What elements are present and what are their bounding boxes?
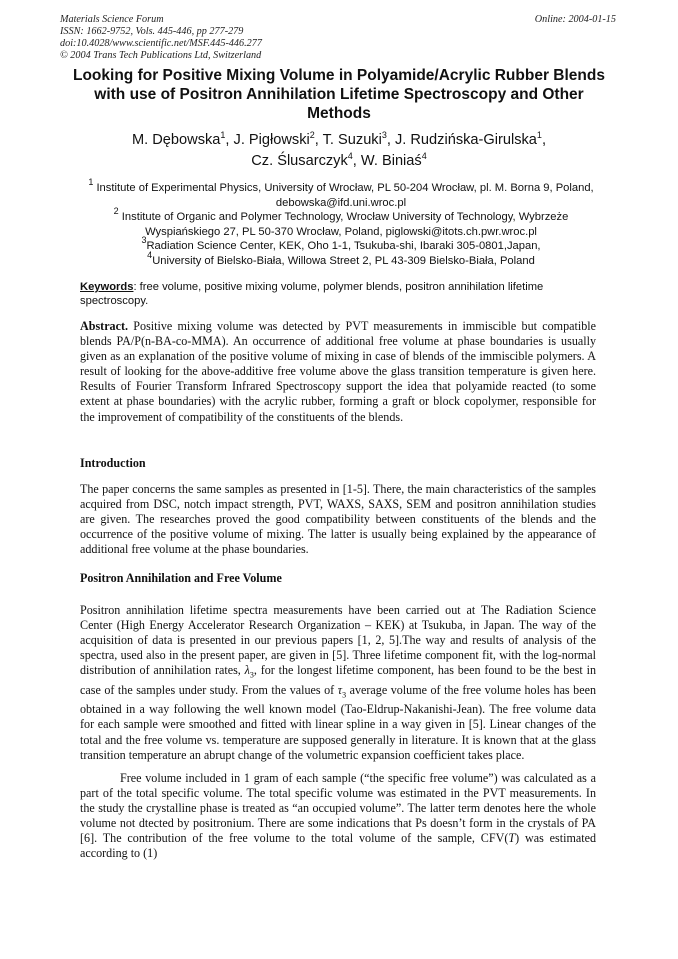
doi-line: doi:10.4028/www.scientific.net/MSF.445-446.277 bbox=[60, 38, 262, 49]
author-name: J. Pigłowski bbox=[233, 132, 310, 148]
author-list: M. Dębowska$^1$, J. Pigłowski$^2$, T. Suzuki$^3$, J. Rudzińska-Girulska$^1$, Cz. Ślusarczyk$^4$, W. Biniaś$^4$ bbox=[132, 130, 546, 169]
keywords bbox=[80, 280, 602, 308]
author-name: T. Suzuki bbox=[322, 132, 382, 148]
lambda-subscript: 3 bbox=[249, 670, 254, 680]
author-name: W. Biniaś bbox=[360, 153, 422, 169]
author-affil-mark: 1 bbox=[220, 130, 226, 140]
temperature-symbol: T bbox=[508, 831, 516, 846]
affiliation bbox=[76, 235, 606, 254]
issn-line: ISSN: 1662-9752, Vols. 445-446, pp 277-279 bbox=[60, 26, 244, 37]
author-name: M. Dębowska bbox=[132, 132, 221, 148]
para-text: , for the longest lifetime component, has been found to be the best in case of the samples under study. From the values of bbox=[80, 663, 596, 697]
tau-subscript: 3 bbox=[342, 690, 347, 700]
copyright-line: © 2004 Trans Tech Publications Ltd, Switzerland bbox=[60, 50, 262, 61]
introduction-paragraph: The paper concerns the same samples as presented in [1-5]. There, the main characteristics of the samples acquired from DSC, notch impact strength, PVT, WAXS, SAXS, SEM and positron annihilation studies are given. The researches proved the good compatibility between constituents of the blends and the occurrence of the positive volume of mixing. The latter is usually being explained by the appearance of additional free volume at the phase boundaries. bbox=[80, 482, 596, 557]
affiliation bbox=[76, 249, 606, 269]
para-text: Free volume included in 1 gram of each sample (“the specific free volume”) was calculated as a part of the total specific volume. The total specific volume was estimated in the PVT measurements. In the study the crystalline phase is treated as “an occupied volume”. The latter term denotes here the whole volume not dtected by positronium. There are some indications that Ps doesn’t form in the crystals of PA [6]. The contribution of the free volume to the total volume of the sample, CFV( bbox=[80, 771, 596, 846]
lambda-symbol: λ bbox=[244, 663, 250, 678]
abstract-text: Positive mixing volume was detected by PVT measurements in immiscible but compatible blends PA/P(n-BA-co-MMA). An occurrence of additional free volume at phase boundaries is usually given as an explanation of the positive volume of mixing in case of blends of the immiscible polymers. A result of looking for the above-additive free volume above the glass transition temperature is given here. Results of Fourier Transform Infrared Spectroscopy support the idea that polyamide reacted (to some extent at phase boundaries) with the acrylic rubber, forming a graft or block copolymer, responsible for the improvement of compatibility of the constituents of the blends. bbox=[80, 319, 596, 424]
journal-header bbox=[60, 14, 390, 62]
para-text: ) was estimated according to (1) bbox=[80, 831, 597, 861]
affiliation-mark: 2 bbox=[113, 206, 119, 216]
affiliation bbox=[76, 206, 606, 239]
affiliation bbox=[76, 177, 606, 210]
positron-section-heading: Positron Annihilation and Free Volume bbox=[80, 571, 282, 585]
affiliation-text: Institute of Experimental Physics, University of Wrocław, PL 50-204 Wrocław, pl. M. Borna 9, Poland, debowska@ifd.uni.wroc.pl bbox=[96, 182, 594, 209]
journal-name: Materials Science Forum bbox=[60, 14, 164, 25]
affiliation-list bbox=[76, 177, 606, 268]
affiliation-text: Institute of Organic and Polymer Technology, Wrocław University of Technology, Wybrzeże Wyspiańskiego 27, PL 50-370 Wrocław, Poland, piglowski@itots.ch.pwr.wroc.pl bbox=[121, 211, 569, 238]
tau-symbol: τ bbox=[337, 682, 343, 697]
para-text: average volume of the free volume holes has been obtained in a way following the well known model (Tao-Eldrup-Nakanishi-Jean). The free volume data for each sample were smoothed and fitted with linear spline in a way given in [5]. Linear changes of the total and the free volume vs. temperature are supposed generally in literature. It is known that at the glass transition temperature an abrupt change of the volumetric expansion coefficient takes place. bbox=[80, 682, 596, 762]
para-text: Positron annihilation lifetime spectra measurements have been carried out at The Radiation Science Center (High Energy Accelerator Research Organization – KEK) at Tsukuba, in Japan. The way of the acquisition of data is presented in our previous papers [1, 2, 5].The way and results of analysis of the spectra, used also in the present paper, are given in [5]. Three lifetime component fit, with the log-normal distribution of annihilation rates, bbox=[80, 603, 596, 678]
author-affil-mark: 2 bbox=[309, 130, 315, 140]
affiliation-mark: 4 bbox=[147, 249, 153, 260]
author-affil-mark: 1 bbox=[536, 130, 542, 140]
abstract bbox=[80, 319, 596, 425]
author-affil-mark: 4 bbox=[347, 151, 353, 161]
paper-title: Looking for Positive Mixing Volume in Polyamide/Acrylic Rubber Blends with use of Positron Annihilation Lifetime Spectroscopy and Other Methods bbox=[73, 67, 605, 122]
online-date: Online: 2004-01-15 bbox=[534, 14, 616, 25]
author-name: Cz. Ślusarczyk bbox=[251, 153, 348, 169]
keywords-label: Keywords bbox=[80, 281, 134, 293]
positron-paragraph-1 bbox=[80, 603, 596, 763]
author-affil-mark: 4 bbox=[421, 151, 427, 161]
affiliation-mark: 3 bbox=[141, 235, 147, 245]
author-affil-mark: 3 bbox=[381, 130, 387, 140]
affiliation-mark: 1 bbox=[88, 177, 94, 187]
affiliation-text: University of Bielsko-Biała, Willowa Street 2, PL 43-309 Bielsko-Biała, Poland bbox=[152, 254, 535, 267]
author-name: J. Rudzińska-Girulska bbox=[394, 132, 537, 148]
abstract-label: Abstract. bbox=[80, 319, 129, 333]
introduction-heading: Introduction bbox=[80, 456, 146, 470]
keywords-text: : free volume, positive mixing volume, polymer blends, positron annihilation lifetime spectroscopy. bbox=[80, 281, 544, 307]
affiliation-text: Radiation Science Center, KEK, Oho 1-1, Tsukuba-shi, Ibaraki 305-0801,Japan, bbox=[146, 240, 541, 252]
positron-paragraph-2 bbox=[80, 771, 596, 862]
